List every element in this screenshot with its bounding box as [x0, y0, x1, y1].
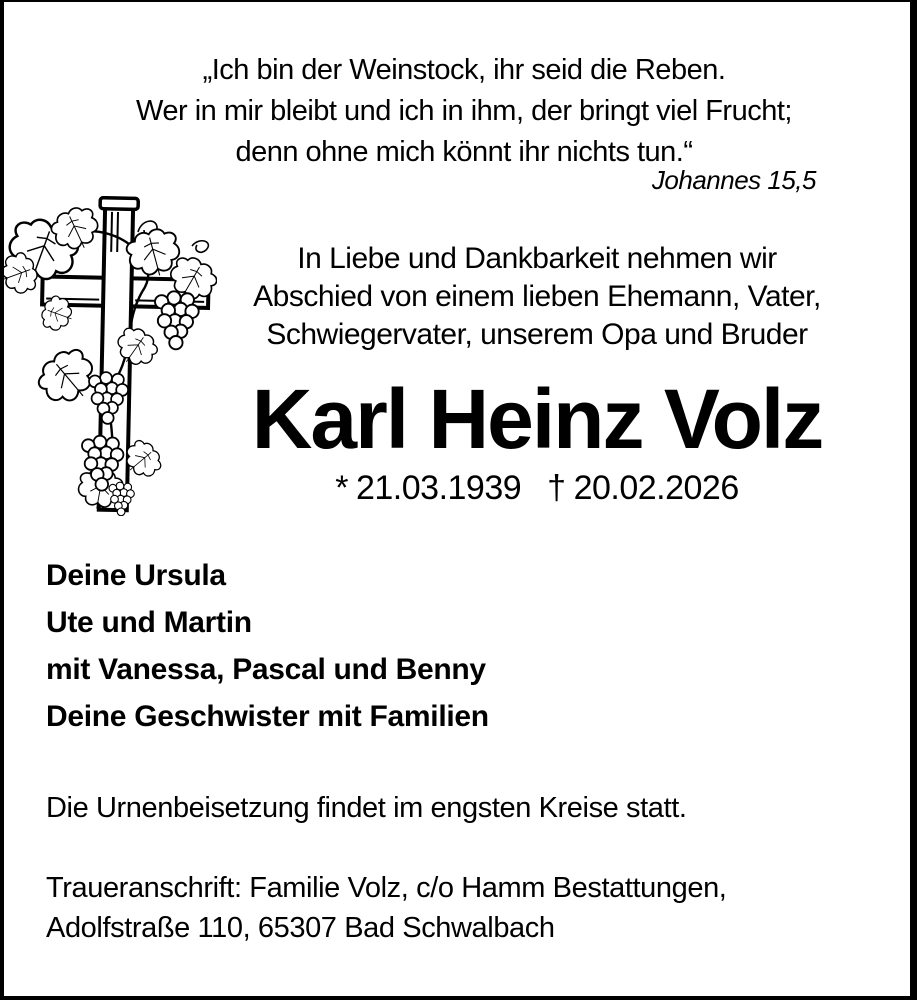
mourners-list	[46, 552, 489, 740]
condolence-address	[46, 868, 726, 948]
funeral-notice: Die Urnenbeisetzung findet im engsten Kreise statt.	[46, 792, 687, 824]
announcement-line: Abschied von einem lieben Ehemann, Vater,	[253, 280, 821, 313]
birth-date: 21.03.1939	[355, 469, 522, 507]
announcement-line: In Liebe und Dankbarkeit nehmen wir	[297, 242, 777, 275]
deceased-name: Karl Heinz Volz	[251, 372, 823, 466]
mourner-line: Deine Ursula	[46, 559, 226, 592]
announcement-text	[167, 240, 907, 354]
mourner-line: Ute und Martin	[46, 606, 252, 639]
life-dates	[167, 468, 907, 508]
death-cross-icon: †	[547, 469, 566, 507]
scripture-line: Wer in mir bleibt und ich in ihm, der bringt viel Frucht;	[136, 95, 792, 127]
death-date: 20.02.2026	[573, 469, 739, 507]
scripture-attribution: Johannes 15,5	[651, 165, 816, 195]
announcement-line: Schwiegervater, unserem Opa und Bruder	[266, 318, 808, 351]
mourner-line: mit Vanessa, Pascal und Benny	[46, 653, 486, 686]
scripture-line: denn ohne mich könnt ihr nichts tun.“	[235, 136, 693, 168]
scripture-line: „Ich bin der Weinstock, ihr seid die Reben.	[202, 54, 726, 86]
condolence-address-line: Traueranschrift: Familie Volz, c/o Hamm Bestattungen,	[46, 872, 727, 904]
birth-star-icon: *	[335, 469, 348, 507]
mourner-line: Deine Geschwister mit Familien	[46, 700, 489, 733]
condolence-address-line: Adolfstraße 110, 65307 Bad Schwalbach	[46, 912, 555, 944]
scripture-quote	[4, 50, 910, 173]
